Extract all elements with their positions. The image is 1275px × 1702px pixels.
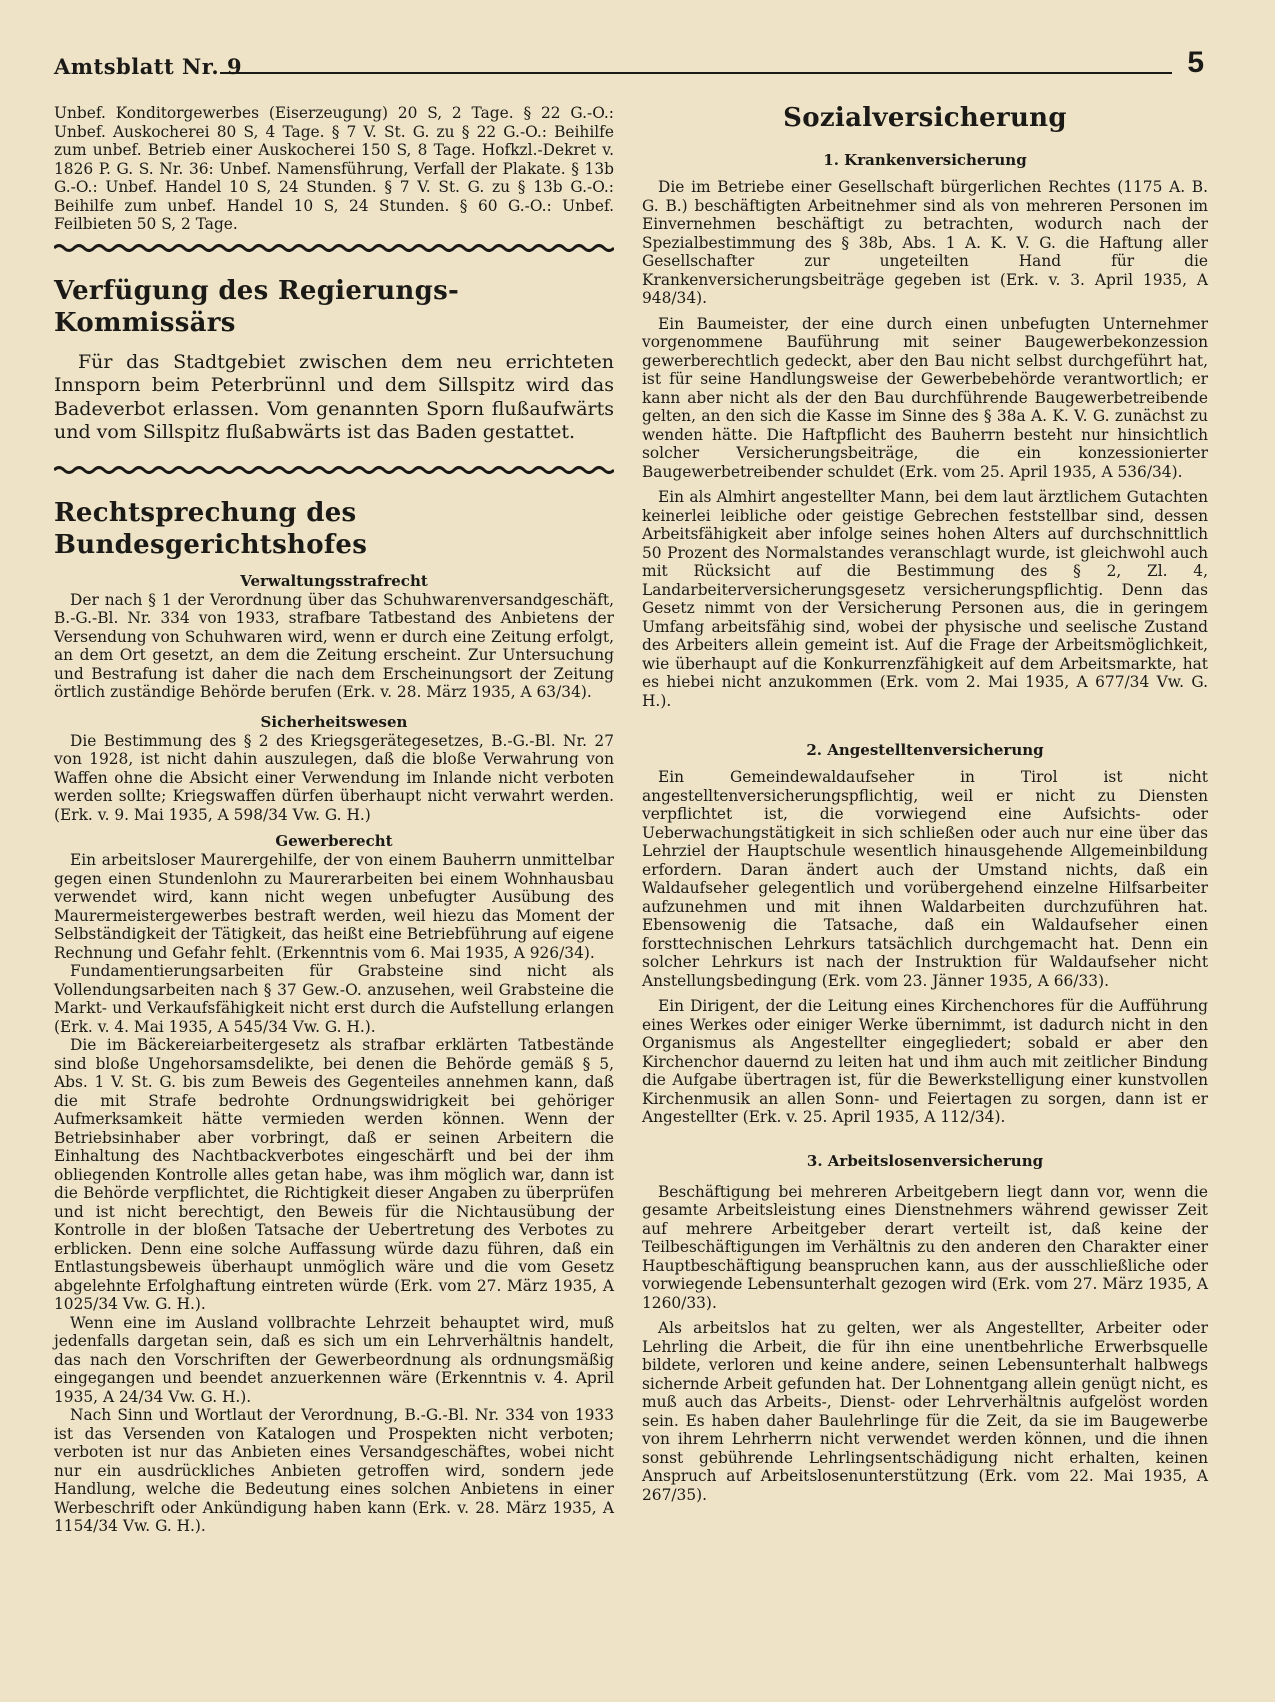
page-header — [54, 46, 1204, 86]
gewerbe-heading: Gewerberecht — [275, 832, 393, 850]
gewerbe-paragraph: Ein arbeitsloser Maurergehilfe, der von einem Bauherrn unmittelbar gegen einen Stundenlohn zu Maurerarbeiten bei einem Wohnhausbau verwendet wird, kann nicht wegen unbefugter Ausübung des Maurermeistergewerbes bestraft werden, weil hiezu das Moment der Selbständigkeit der Tätigkeit, das heißt eine Betriebführung auf eigene Rechnung und Gefahr fehlt. (Erkenntnis vom 6. Mai 1935, A 926/34). — [54, 851, 614, 962]
angestellten-paragraph: Ein Dirigent, der die Leitung eines Kirchenchores für die Aufführung eines Werkes oder einiger Werke übernimmt, ist dadurch nicht in den Organismus als Angestellter eingegliedert; sobald er aber den Kirchenchor dauernd zu leiten hat und ihm auch mit zeitlicher Bindung die Aufgabe übertragen ist, für die Bewerkstelligung einer kunstvollen Kirchenmusik an allen Sonn- und Feiertagen zu sorgen, dann ist er Angestellter (Erk. v. 25. April 1935, A 112/34). — [642, 997, 1208, 1126]
kranken-heading: 1. Krankenversicherung — [823, 151, 1027, 169]
court-title: Rechtsprechung des Bundesgerichtshofes — [54, 497, 368, 560]
wave-divider — [54, 241, 614, 255]
kranken-paragraph: Ein als Almhirt angestellter Mann, bei dem laut ärztlichem Gutachten keinerlei leibliche oder geistige Gebrechen feststellbar sind, dessen Arbeitsfähigkeit aber infolge seines hohen Alters auf durchschnittlich 50 Prozent des Normalstandes veranschlagt wurde, ist gleichwohl auch mit Rücksicht auf die Bestimmung des § 2, Zl. 4, Landarbeiterversicherungsgesetz versicherungspflichtig. Denn das Gesetz nimmt von der Versicherung Personen aus, die in geringem Umfang arbeitsfähig sind, wobei der physische und seelische Zustand des Arbeiters allein gemeint ist. Auf die Frage der Arbeitsmöglichkeit, wie überhaupt auf die Konkurrenzfähigkeit auf dem Arbeitsmarkte, hat es hiebei nicht anzukommen (Erk. vom 2. Mai 1935, A 677/34 Vw. G. H.). — [642, 488, 1208, 710]
social-insurance-title: Sozialversicherung — [783, 103, 1067, 133]
kranken-paragraph: Die im Betriebe einer Gesellschaft bürgerlichen Rechtes (1175 A. B. G. B.) beschäftigten Arbeitnehmer sind als von mehreren Personen im Einvernehmen beschäftigt zu betrachten, wodurch nach der Spezialbestimmung des § 38b, Abs. 1 A. K. V. G. die Haftung aller Gesellschafter zur ungeteilten Hand für die Krankenversicherungsbeiträge gegeben ist (Erk. v. 3. April 1935, A 948/34). — [642, 178, 1208, 307]
arbeitslosen-paragraph: Als arbeitslos hat zu gelten, wer als Angestellter, Arbeiter oder Lehrling die Arbeit, die für ihn eine unentbehrliche Erwerbsquelle bildete, verloren und keine andere, seinen Lebensunterhalt halbwegs sichernde Arbeit gefunden hat. Der Lohnentgang allein genügt nicht, es muß auch das Arbeits-, Dienst- oder Lehrverhältnis aufgelöst worden sein. Es haben daher Baulehrlinge für die Zeit, da sie im Baugewerbe von ihrem Lehrherrn nicht verwendet werden können, und die ihnen sonst gebührende Lehrlingsentschädigung nicht erhalten, keinen Anspruch auf Arbeitslosenunterstützung (Erk. vom 22. Mai 1935, A 267/35). — [642, 1319, 1208, 1504]
sicherheit-text: Die Bestimmung des § 2 des Kriegsgerätegesetzes, B.-G.-Bl. Nr. 27 von 1928, ist nicht dahin auszulegen, daß die bloße Verwahrung von Waffen ohne die Absicht einer Verwendung im Inlande nicht verboten werden sollte; Kriegswaffen dürfen überhaupt nicht verwahrt werden. (Erk. v. 9. Mai 1935, A 598/34 Vw. G. H.) — [54, 731, 614, 824]
sicherheit-heading: Sicherheitswesen — [260, 712, 408, 731]
gewerbe-paragraph: Nach Sinn und Wortlaut der Verordnung, B.-G.-Bl. Nr. 334 von 1933 ist das Versenden von Katalogen und Prospekten nicht verboten; verboten ist nur das Anbieten eines Versandgeschäftes, wobei nicht nur ein ausdrückliches Anbieten getroffen wird, sondern jede Handlung, welche die Bedeutung eines solchen Anbietens in einer Werbeschrift oder Ankündigung haben kann (Erk. v. 28. März 1935, A 1154/34 Vw. G. H.). — [54, 1406, 614, 1535]
angestellten-paragraph: Ein Gemeindewaldaufseher in Tirol ist nicht angestelltenversicherungspflichtig, weil er nicht zu Diensten verpflichtet ist, die vorwiegend eine Aufsichts- oder Ueberwachungstätigkeit in sich schließen oder auch nur eine über das Lehrziel der Hauptschule wesentlich hinausgehende Allgemeinbildung erfordern. Daran ändert auch der Umstand nichts, daß ein Waldaufseher gelegentlich und vorübergehend einzelne Hilfsarbeiter aufzunehmen und mit ihnen Waldarbeiten durchzuführen hat. Ebensowenig die Tatsache, daß ein Waldaufseher einen forsttechnischen Lehrkurs tatsächlich durchgemacht hat. Denn ein solcher Lehrkurs ist nach der Instruktion für Waldaufseher nicht Anstellungsbedingung (Erk. vom 23. Jänner 1935, A 66/33). — [642, 768, 1208, 990]
commissar-title: Verfügung des Regierungs-Kommissärs — [54, 275, 460, 338]
kranken-paragraph: Ein Baumeister, der eine durch einen unbefugten Unternehmer vorgenommene Bauführung mit seiner Baugewerbekonzession gewerberechtlich gedeckt, aber den Bau nicht selbst durchgeführt hat, ist für seine Handlungsweise der Gewerbebehörde verantwortlich; er kann aber nicht als der den Bau durchführende Baugewerbetreibende gelten, an den sich die Kasse im Sinne des § 38a A. K. V. G. zunächst zu wenden hätte. Die Haftpflicht des Bauherrn besteht nur hinsichtlich solcher Versicherungsbeiträge, die ein konzessionierter Baugewerbetreibender schuldet (Erk. vom 25. April 1935, A 536/34). — [642, 314, 1208, 481]
right-column — [642, 104, 1208, 1511]
header-rule — [220, 72, 1172, 74]
commissar-text: Für das Stadtgebiet zwischen dem neu errichteten Innsporn beim Peterbrünnl und dem Sillspitz wird das Badeverbot erlassen. Vom genannten Sporn flußaufwärts und vom Sillspitz flußabwärts ist das Baden gestattet. — [54, 350, 614, 443]
gewerbe-paragraph: Wenn eine im Ausland vollbrachte Lehrzeit behauptet wird, muß jedenfalls dargetan sein, daß es sich um ein Lehrverhältnis handelt, das nach den Vorschriften der Gewerbeordnung als ordnungsmäßig eingegangen und beendet anzuerkennen wäre (Erkenntnis v. 4. April 1935, A 24/34 Vw. G. H.). — [54, 1313, 614, 1406]
gewerbe-paragraph: Die im Bäckereiarbeitergesetz als strafbar erklärten Tatbestände sind bloße Ungehorsamsdelikte, bei denen die Behörde gemäß § 5, Abs. 1 V. St. G. bis zum Beweis des Gegenteiles annehmen kann, daß die mit Strafe bedrohte Ordnungswidrigkeit bei gehöriger Aufmerksamkeit hätte vermieden werden können. Wenn der Betriebsinhaber aber vorbringt, daß er seinen Arbeitern die Einhaltung des Nachtbackverbotes eingeschärft und bei der ihm obliegenden Kontrolle alles getan habe, was ihm möglich war, dann ist die Behörde verpflichtet, die Richtigkeit dieser Angaben zu überprüfen und ist nicht berechtigt, den Beweis für die Nichtausübung der Kontrolle in der bloßen Tatsache der Uebertretung des Verbotes zu erblicken. Denn eine solche Auffassung würde dazu führen, daß ein Entlastungsbeweis überhaupt unmöglich wäre und die vom Gesetz abgelehnte Erfolghaftung eintreten würde (Erk. vom 27. März 1935, A 1025/34 Vw. G. H.). — [54, 1036, 614, 1313]
gazette-title: Amtsblatt Nr. 9 — [54, 54, 243, 79]
page-number: 5 — [1187, 46, 1204, 79]
wave-divider — [54, 463, 614, 477]
arbeitslosen-heading: 3. Arbeitslosenversicherung — [806, 1151, 1044, 1170]
left-column — [54, 104, 614, 1536]
gewerbe-paragraph: Fundamentierungsarbeiten für Grabsteine sind nicht als Vollendungsarbeiten nach § 37 Gew.-O. anzusehen, weil Grabsteine die Markt- und Verkaufsfähigkeit nicht erst durch die Aufstellung erlangen (Erk. v. 4. Mai 1935, A 545/34 Vw. G. H.). — [54, 962, 614, 1036]
arbeitslosen-paragraph: Beschäftigung bei mehreren Arbeitgebern liegt dann vor, wenn die gesamte Arbeitsleistung eines Dienstnehmers während gewisser Zeit auf mehrere Arbeitgeber derart verteilt ist, daß keine der Teilbeschäftigungen im Verhältnis zu den anderen den Charakter einer Hauptbeschäftigung beanspruchen kann, aus der ausschließliche oder vorwiegende Lebensunterhalt gezogen wird (Erk. vom 27. März 1935, A 1260/33). — [642, 1182, 1208, 1312]
verwaltung-text: Der nach § 1 der Verordnung über das Schuhwarenversandgeschäft, B.-G.-Bl. Nr. 334 von 1933, strafbare Tatbestand des Anbietens der Versendung von Schuhwaren wird, wenn er durch eine Zeitung erfolgt, an dem Ort gesetzt, an dem die Zeitung erscheint. Zur Untersuchung und Bestrafung ist daher die nach dem Erscheinungsort der Zeitung örtlich zuständige Behörde berufen (Erk. v. 28. März 1935, A 63/34). — [54, 590, 614, 701]
angestellten-heading: 2. Angestelltenversicherung — [806, 741, 1044, 759]
verwaltung-heading: Verwaltungsstrafrecht — [240, 571, 428, 590]
penalties-continuation: Unbef. Konditorgewerbes (Eiserzeugung) 20 S, 2 Tage. § 22 G.-O.: Unbef. Auskocherei 80 S, 4 Tage. § 7 V. St. G. zu § 22 G.-O.: Beihilfe zum unbef. Betrieb einer Auskocherei 150 S, 8 Tage. Hofkzl.-Dekret v. 1826 P. G. S. Nr. 36: Unbef. Namensführung, Verfall der Plakate. § 13b G.-O.: Unbef. Handel 10 S, 24 Stunden. § 7 V. St. G. zu § 13b G.-O.: Beihilfe zum unbef. Handel 10 S, 24 Stunden. § 60 G.-O.: Unbef. Feilbieten 50 S, 2 Tage. — [54, 104, 614, 233]
